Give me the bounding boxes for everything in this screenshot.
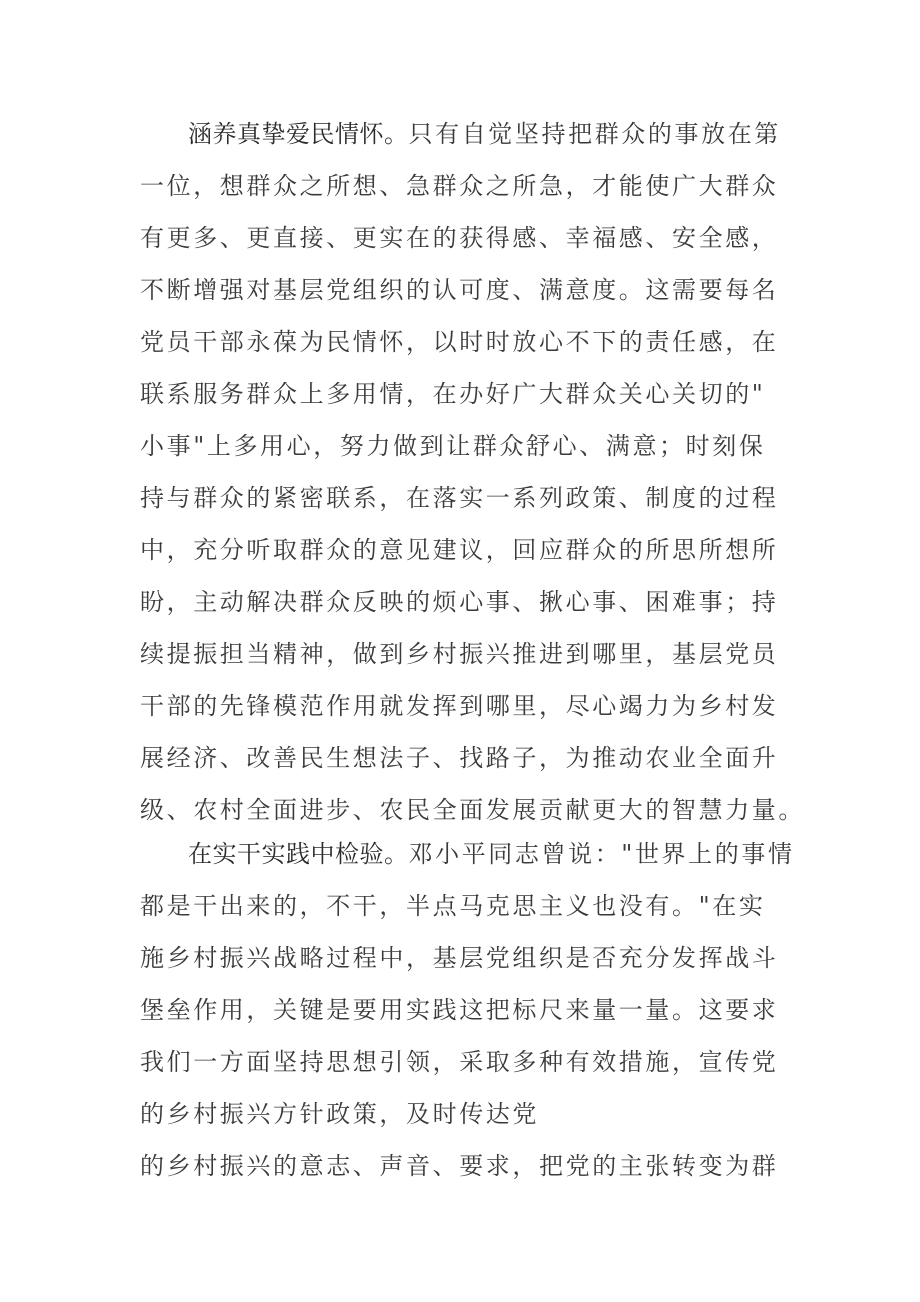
paragraph-line: 干部的先锋模范作用就发挥到哪里，尽心竭力为乡村发 xyxy=(140,692,779,720)
paragraph-aimin-qinghuai xyxy=(140,108,805,836)
paragraph-line: 中，充分听取群众的意见建议，回应群众的所思所想所 xyxy=(140,536,779,564)
paragraph-first-line xyxy=(140,828,795,880)
paragraph-line: 党员干部永葆为民情怀，以时时放心不下的责任感，在 xyxy=(140,328,779,356)
paragraph-line-text: 只有自觉坚持把群众的事放在第 xyxy=(408,120,781,148)
paragraph-line: 级、农村全面进步、农民全面发展贡献更大的智慧力量。 xyxy=(140,796,805,824)
paragraph-line: 持与群众的紧密联系，在落实一系列政策、制度的过程 xyxy=(140,484,779,512)
paragraph-line: 的乡村振兴方针政策，及时传达党 xyxy=(140,1100,539,1128)
paragraph-line: 我们一方面坚持思想引领，采取多种有效措施，宣传党 xyxy=(140,1048,779,1076)
paragraph-line-text: 邓小平同志曾说："世界上的事情 xyxy=(408,840,795,868)
paragraph-line: 不断增强对基层党组织的认可度、满意度。这需要每名 xyxy=(140,276,779,304)
paragraph-line: 一位，想群众之所想、急群众之所急，才能使广大群众 xyxy=(140,172,779,200)
paragraph-shigan-shijian xyxy=(140,828,795,1192)
paragraph-line: 都是干出来的，不干，半点马克思主义也没有。"在实 xyxy=(140,892,766,920)
paragraph-lead-heading: 在实干实践中检验。 xyxy=(188,840,409,868)
paragraph-line: 续提振担当精神，做到乡村振兴推进到哪里，基层党员 xyxy=(140,640,779,668)
paragraph-line: 的乡村振兴的意志、声音、要求，把党的主张转变为群 xyxy=(140,1152,779,1180)
paragraph-first-line xyxy=(140,108,780,160)
paragraph-line: 联系服务群众上多用情，在办好广大群众关心关切的" xyxy=(140,380,766,408)
paragraph-line: 盼，主动解决群众反映的烦心事、揪心事、困难事；持 xyxy=(140,588,779,616)
paragraph-lead-heading: 涵养真挚爱民情怀。 xyxy=(188,120,409,148)
paragraph-line: 施乡村振兴战略过程中，基层党组织是否充分发挥战斗 xyxy=(140,944,779,972)
paragraph-line: 堡垒作用，关键是要用实践这把标尺来量一量。这要求 xyxy=(140,996,779,1024)
paragraph-line: 展经济、改善民生想法子、找路子，为推动农业全面升 xyxy=(140,744,779,772)
paragraph-line: 有更多、更直接、更实在的获得感、幸福感、安全感， xyxy=(140,224,779,252)
paragraph-line: 小事"上多用心，努力做到让群众舒心、满意；时刻保 xyxy=(140,432,766,460)
